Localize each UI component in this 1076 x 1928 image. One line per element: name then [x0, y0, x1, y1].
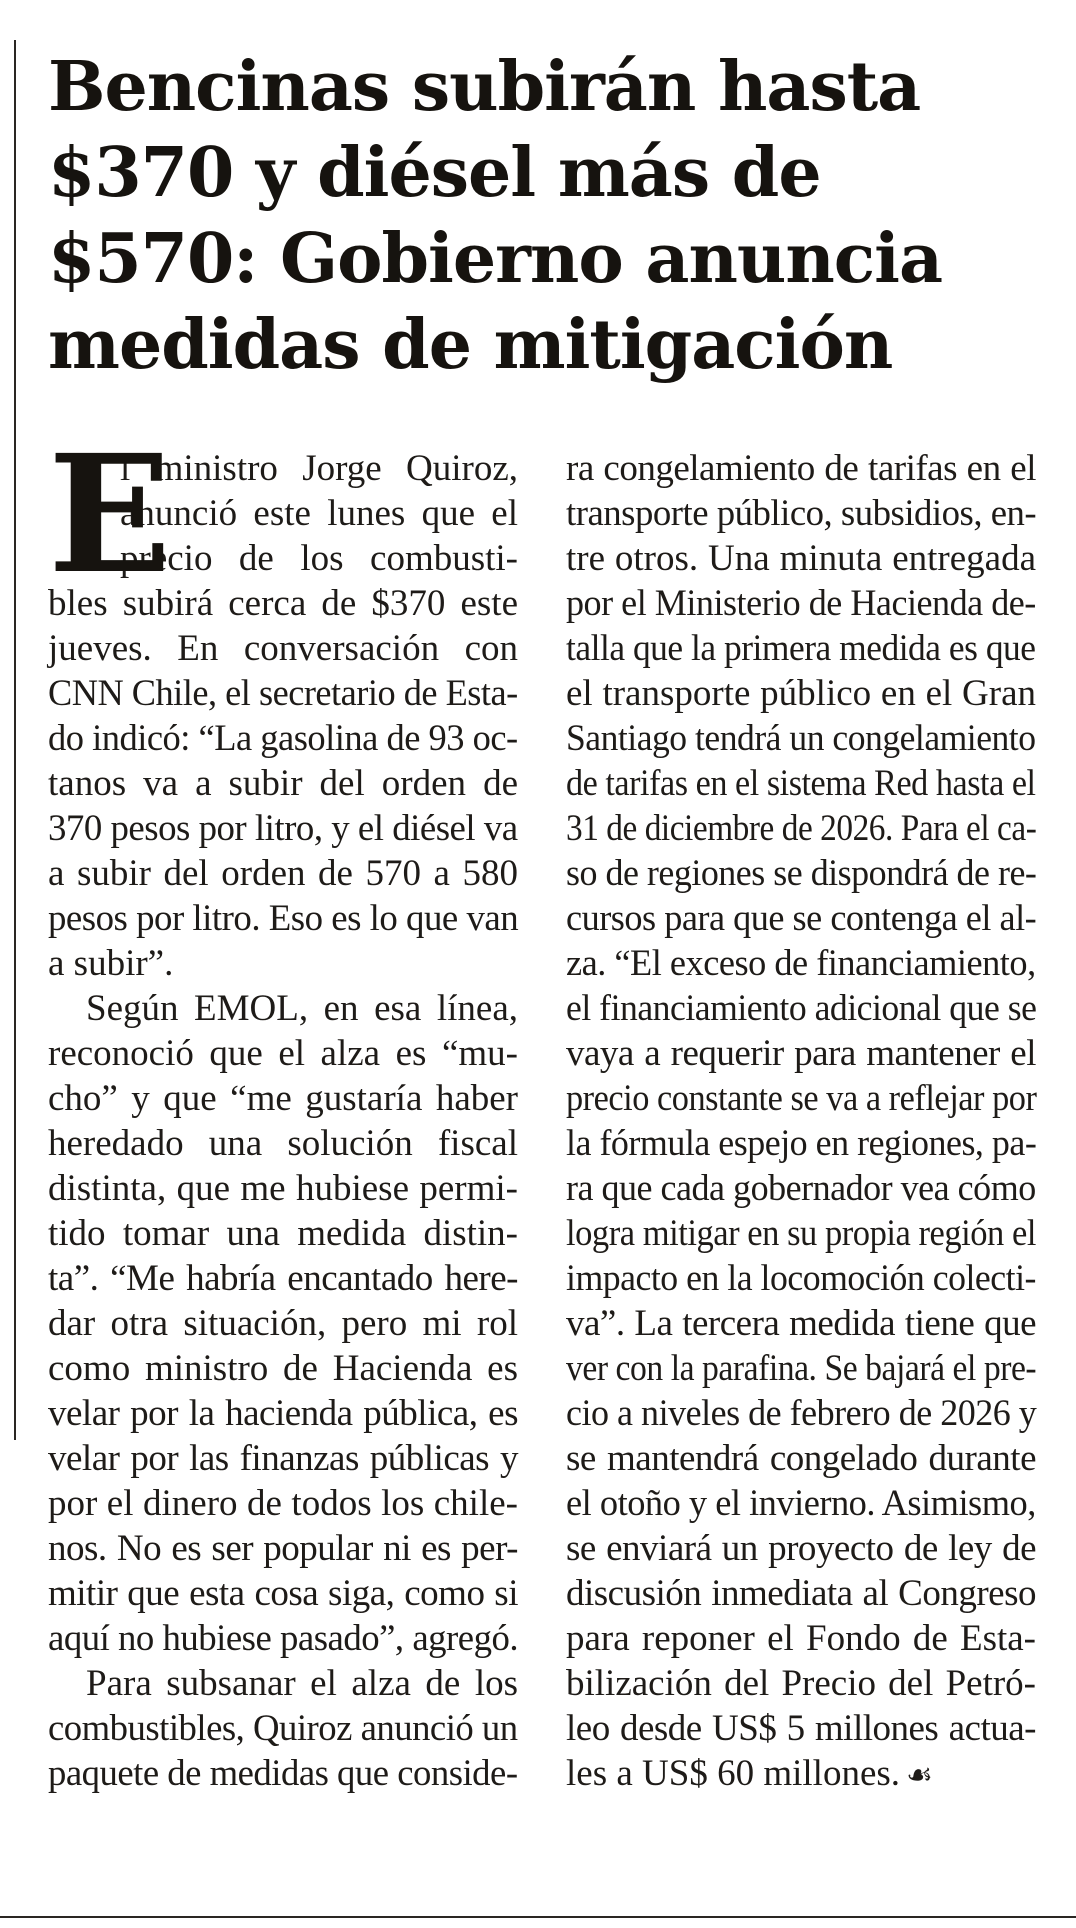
- headline-line: medidas de mitigación: [48, 305, 893, 385]
- headline-line: $570: Gobierno anuncia: [48, 219, 943, 299]
- text-line: la fórmula espejo en regiones, pa-: [566, 1123, 1037, 1164]
- text-line: transporte público, subsidios, en-: [566, 493, 1037, 534]
- text-line: aquí no hubiese pasado”, agregó.: [48, 1618, 519, 1659]
- text-line: Santiago tendrá un congelamiento: [566, 718, 1036, 759]
- text-line: logra mitigar en su propia región el: [566, 1213, 1036, 1254]
- text-line: tanos va a subir del orden de: [48, 763, 518, 804]
- text-line: heredado una solución fiscal: [48, 1123, 518, 1164]
- text-line: para reponer el Fondo de Esta-: [566, 1618, 1036, 1659]
- text-line: anunció este lunes que el: [120, 493, 518, 534]
- text-line: a subir del orden de 570 a 580: [48, 853, 518, 894]
- text-line: pesos por litro. Eso es lo que van: [48, 898, 519, 939]
- text-line: Para subsanar el alza de los: [86, 1663, 518, 1704]
- headline-line: Bencinas subirán hasta: [48, 47, 921, 127]
- bottom-rule: [0, 1916, 1076, 1918]
- text-line: cursos para que se contenga el al-: [566, 898, 1037, 939]
- text-line: leo desde US$ 5 millones actua-: [566, 1708, 1036, 1749]
- text-line: ra que cada gobernador vea cómo: [566, 1168, 1036, 1209]
- text-line: l ministro Jorge Quiroz,: [120, 448, 518, 489]
- text-line: ra congelamiento de tarifas en el: [566, 448, 1036, 489]
- text-line-last: [566, 1751, 1036, 1796]
- text-line: el otoño y el invierno. Asimismo,: [566, 1483, 1036, 1524]
- text-line: 370 pesos por litro, y el diésel va: [48, 808, 518, 849]
- text-line: cio a niveles de febrero de 2026 y: [566, 1393, 1037, 1434]
- text-line: reconoció que el alza es “mu-: [48, 1033, 518, 1074]
- text-line: se enviará un proyecto de ley de: [566, 1528, 1036, 1569]
- text-line: bilización del Precio del Petró-: [566, 1663, 1036, 1704]
- text-line: ta”. “Me habría encantado here-: [48, 1258, 518, 1299]
- text-line: el financiamiento adicional que se: [566, 988, 1037, 1029]
- text-line: nos. No es ser popular ni es per-: [48, 1528, 518, 1569]
- text-line: CNN Chile, el secretario de Esta-: [48, 673, 518, 714]
- text-line: 31 de diciembre de 2026. Para el ca-: [566, 808, 1037, 849]
- text-line: jueves. En conversación con: [48, 628, 518, 669]
- text-line: combustibles, Quiroz anunció un: [48, 1708, 518, 1749]
- drop-cap: E: [48, 420, 172, 610]
- text-line: de tarifas en el sistema Red hasta el: [566, 763, 1036, 804]
- text-line: vaya a requerir para mantener el: [566, 1033, 1036, 1074]
- text-line: el transporte público en el Gran: [566, 673, 1036, 714]
- left-column-rule: [14, 40, 16, 1440]
- article-column-left: [48, 420, 519, 1796]
- end-mark-icon: ☙: [906, 1758, 933, 1793]
- text-line: precio constante se va a reflejar por: [566, 1078, 1037, 1119]
- text-line: precio de los combusti-: [120, 538, 518, 579]
- text-line: tido tomar una medida distin-: [48, 1213, 518, 1254]
- text-line: talla que la primera medida es que: [566, 628, 1036, 669]
- text-line: so de regiones se dispondrá de re-: [566, 853, 1037, 894]
- text-line: dar otra situación, pero mi rol: [48, 1303, 518, 1344]
- text-line: velar por las finanzas públicas y: [48, 1438, 518, 1479]
- text-line: Según EMOL, en esa línea,: [86, 988, 518, 1029]
- text-line: por el Ministerio de Hacienda de-: [566, 583, 1036, 624]
- text-line: tre otros. Una minuta entregada: [566, 538, 1036, 579]
- text-line: por el dinero de todos los chile-: [48, 1483, 518, 1524]
- headline: [48, 44, 1058, 388]
- text-line: do indicó: “La gasolina de 93 oc-: [48, 718, 518, 759]
- text-line: a subir”.: [48, 943, 174, 984]
- text-line: se mantendrá congelado durante: [566, 1438, 1036, 1479]
- text-line: cho” y que “me gustaría haber: [48, 1078, 518, 1119]
- text-line: distinta, que me hubiese permi-: [48, 1168, 518, 1209]
- text-line: les a US$ 60 millones.: [566, 1753, 901, 1794]
- text-line: ver con la parafina. Se bajará el pre-: [566, 1348, 1037, 1389]
- text-line: bles subirá cerca de $370 este: [48, 583, 518, 624]
- text-line: za. “El exceso de financiamiento,: [566, 943, 1036, 984]
- headline-line: $370 y diésel más de: [48, 133, 821, 213]
- text-line: paquete de medidas que conside-: [48, 1753, 518, 1794]
- text-line: impacto en la locomoción colecti-: [566, 1258, 1036, 1299]
- text-line: va”. La tercera medida tiene que: [566, 1303, 1036, 1344]
- text-line: como ministro de Hacienda es: [48, 1348, 518, 1389]
- article-column-right: [566, 446, 1036, 1796]
- text-line: mitir que esta cosa siga, como si: [48, 1573, 518, 1614]
- text-line: discusión inmediata al Congreso: [566, 1573, 1036, 1614]
- text-line: velar por la hacienda pública, es: [48, 1393, 518, 1434]
